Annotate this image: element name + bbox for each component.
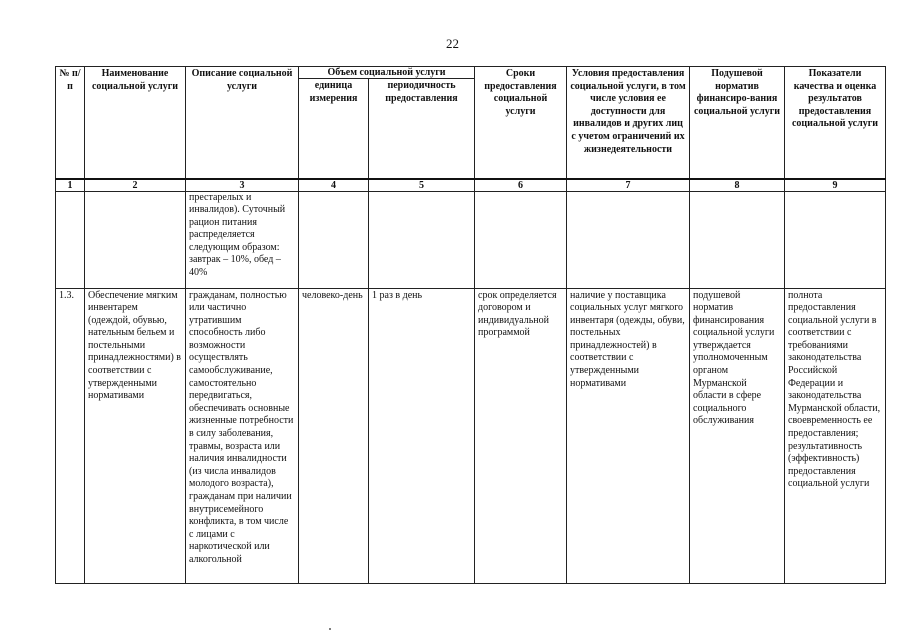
header-conditions: Условия предоставления социальной услуги, в том числе условия ее доступности для инвалидов и других лиц с учетом ограничений их жизнедеятельности	[567, 67, 690, 179]
row-terms: срок определяется договором и индивидуальной программой	[475, 288, 567, 583]
row-description: гражданам, полностью или частично утратившим способность либо возможности осуществлять самообслуживание, самостоятельно передвигаться, обеспечивать основные жизненные потребности в силу заболевания, травмы, возраста или наличия инвалидности (из числа инвалидов молодого возраста), гражданам при наличии внутрисемейного конфликта, в том числе с лицами с наркотической или алкогольной	[186, 288, 299, 583]
column-number: 8	[690, 179, 785, 192]
header-unit: единица измерения	[299, 79, 369, 179]
continuation-description: престарелых и инвалидов). Суточный рацион питания распределяется следующим образом: завтрак – 10%, обед – 40%	[186, 191, 299, 288]
header-num: № п/п	[56, 67, 85, 179]
header-indicators: Показатели качества и оценка результатов предоставления социальной услуги	[785, 67, 886, 179]
row-name: Обеспечение мягким инвентарем (одеждой, обувью, нательным бельем и постельными принадлежностями) в соответствии с утвержденными нормативами	[85, 288, 186, 583]
header-volume: Объем социальной услуги	[299, 67, 475, 79]
header-periodicity: периодичность предоставления	[369, 79, 475, 179]
row-num: 1.3.	[56, 288, 85, 583]
header-row-1	[56, 67, 886, 79]
column-number: 5	[369, 179, 475, 192]
continuation-row	[56, 191, 886, 288]
page-number: 22	[446, 36, 459, 51]
column-number: 7	[567, 179, 690, 192]
header-terms: Сроки предоставления социальной услуги	[475, 67, 567, 179]
row-indicators: полнота предоставления социальной услуги в соответствии с требованиями законодательства Российской Федерации и законодательства Мурманской области, своевременность ее предоставления; результативность (эффективность) предоставления социальной услуги	[785, 288, 886, 583]
row-conditions: наличие у поставщика социальных услуг мягкого инвентаря (одежды, обуви, постельных принадлежностей) в соответствии с утвержденными нормативами	[567, 288, 690, 583]
column-number-row	[56, 179, 886, 192]
column-number: 2	[85, 179, 186, 192]
column-number: 4	[299, 179, 369, 192]
column-number: 1	[56, 179, 85, 192]
row-periodicity: 1 раз в день	[369, 288, 475, 583]
row-normative: подушевой норматив финансирования социальной услуги утверждается уполномоченным органом Мурманской области в сфере социального обслуживания	[690, 288, 785, 583]
column-number: 9	[785, 179, 886, 192]
header-description: Описание социальной услуги	[186, 67, 299, 179]
social-services-table	[55, 66, 886, 584]
column-number: 6	[475, 179, 567, 192]
scan-speck	[329, 628, 331, 630]
header-name: Наименование социальной услуги	[85, 67, 186, 179]
table-row	[56, 288, 886, 583]
header-normative: Подушевой норматив финансиро-вания социальной услуги	[690, 67, 785, 179]
row-unit: человеко-день	[299, 288, 369, 583]
column-number: 3	[186, 179, 299, 192]
